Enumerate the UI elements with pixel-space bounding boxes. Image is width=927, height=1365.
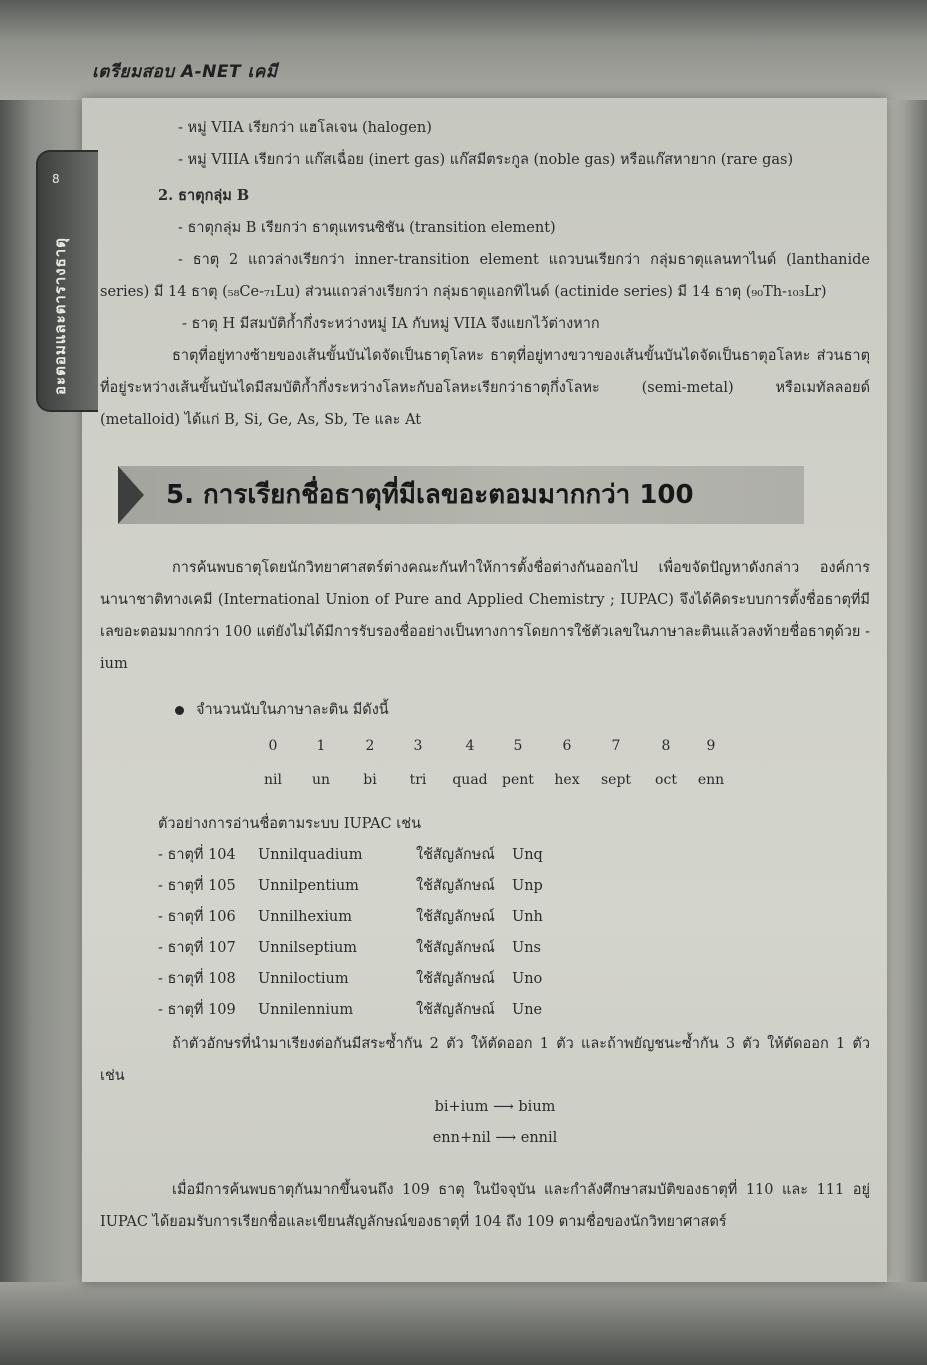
element-name: Unnilpentium [258,878,359,894]
background-top [0,0,927,100]
element-symbol: Unp [512,878,543,894]
background-bottom [0,1282,927,1365]
section-heading-bar [118,466,804,524]
examples-list [100,840,870,1026]
element-symbol: Uns [512,940,541,956]
latin-root: oct [655,772,677,788]
example-row [100,871,870,902]
element-name: Unnilseptium [258,940,358,956]
group-b-heading: 2. ธาตุกลุ่ม B [158,187,250,204]
symbol-label: ใช้สัญลักษณ์ [416,909,495,925]
latin-root: bi [363,772,377,788]
latin-digit: 1 [316,738,326,754]
element-name: Unnilennium [258,1002,354,1018]
example-row [100,964,870,995]
example-label: - ธาตุที่ 109 [158,1002,236,1018]
latin-root: hex [554,772,580,788]
page-content [100,112,870,1238]
latin-root: quad [452,772,488,788]
symbol-label: ใช้สัญลักษณ์ [416,1002,495,1018]
section-arrow-icon [118,466,144,524]
rule-paragraph: ถ้าตัวอักษรที่นำมาเรียงต่อกันมีสระซ้ำกัน 2 ตัว ให้ตัดออก 1 ตัว และถ้าพยัญชนะซ้ำกัน 3 ตัว ให้ตัดออก 1 ตัว เช่น [100,1036,870,1084]
example-row [100,840,870,871]
latin-digit: 5 [513,738,523,754]
latin-root: un [311,772,331,788]
element-symbol: Uno [512,971,543,987]
examples-heading: ตัวอย่างการอ่านชื่อตามระบบ IUPAC เช่น [158,816,421,832]
latin-digit: 2 [365,738,375,754]
example-label: - ธาตุที่ 107 [158,940,236,956]
latin-bullet-text: จำนวนนับในภาษาละติน มีดังนี้ [196,702,389,718]
latin-digit: 7 [611,738,621,754]
latin-root: pent [502,772,534,788]
background-right [882,100,927,1365]
section-title: 5. การเรียกชื่อธาตุที่มีเลขอะตอมมากกว่า 100 [166,480,694,510]
latin-number-table [100,730,870,802]
chapter-label: อะตอมและตารางธาตุ [51,237,69,395]
latin-digit: 8 [661,738,671,754]
metal-paragraph: ธาตุที่อยู่ทางซ้ายของเส้นขั้นบันไดจัดเป็นธาตุโลหะ ธาตุที่อยู่ทางขวาของเส้นขั้นบันไดจัดเป็นธาตุอโลหะ ส่วนธาตุที่อยู่ระหว่างเส้นขั้นบันไดมีสมบัติก้ำกึ่งระหว่างโลหะกับอโลหะเรียกว่าธาตุกึ่งโลหะ (semi-metal) หรือเมทัลลอยด์ (metalloid) ได้แก่ B, Si, Ge, As, Sb, Te และ At [100,348,870,428]
latin-root: tri [409,772,427,788]
group-a-line: - หมู่ VIIA เรียกว่า แฮโลเจน (halogen) [178,120,432,136]
example-row [100,933,870,964]
intro-paragraph: การค้นพบธาตุโดยนักวิทยาศาสตร์ต่างคณะกันทำให้การตั้งชื่อต่างกันออกไป เพื่อขจัดปัญหาดังกล่าว องค์การนานาชาติทางเคมี (International Union of Pure and Applied Chemistry ; IUPAC) จึงได้คิดระบบการตั้งชื่อธาตุที่มีเลขอะตอมมากกว่า 100 แต่ยังไม่ได้มีการรับรองชื่ออย่างเป็นทางการโดยการใช้ตัวเลขในภาษาละตินแล้วลงท้ายชื่อธาตุด้วย -ium [100,560,870,672]
group-b-line: - ธาตุ H มีสมบัติก้ำกึ่งระหว่างหมู่ IA กับหมู่ VIIA จึงแยกไว้ต่างหาก [182,316,600,332]
element-name: Unnilquadium [258,847,363,863]
element-name: Unnilhexium [258,909,352,925]
symbol-label: ใช้สัญลักษณ์ [416,940,495,956]
page-number: 8 [52,172,60,186]
symbol-label: ใช้สัญลักษณ์ [416,878,495,894]
example-row [100,995,870,1026]
latin-bullet [100,694,870,726]
element-name: Unniloctium [258,971,349,987]
bullet-icon [175,706,184,715]
latin-root: sept [600,772,632,788]
element-symbol: Unq [512,847,543,863]
example-label: - ธาตุที่ 104 [158,847,236,863]
latin-digit: 6 [562,738,572,754]
symbol-label: ใช้สัญลักษณ์ [416,847,495,863]
example-label: - ธาตุที่ 105 [158,878,236,894]
final-paragraph: เมื่อมีการค้นพบธาตุกันมากขึ้นจนถึง 109 ธาตุ ในปัจจุบัน และกำลังศึกษาสมบัติของธาตุที่ 110 และ 111 อยู่ IUPAC ได้ยอมรับการเรียกชื่อและเขียนสัญลักษณ์ของธาตุที่ 104 ถึง 109 ตามชื่อของนักวิทยาศาสตร์ [100,1182,870,1230]
latin-digit: 3 [413,738,423,754]
latin-digit: 0 [268,738,278,754]
example-row [100,902,870,933]
group-b-line: - ธาตุกลุ่ม B เรียกว่า ธาตุแทรนซิชัน (transition element) [178,220,556,236]
symbol-label: ใช้สัญลักษณ์ [416,971,495,987]
element-symbol: Une [512,1002,543,1018]
example-label: - ธาตุที่ 106 [158,909,236,925]
formula: bi+ium ⟶ bium [434,1099,556,1115]
latin-digit: 9 [706,738,716,754]
group-a-line: - หมู่ VIIIA เรียกว่า แก๊สเฉื่อย (inert gas) แก๊สมีตระกูล (noble gas) หรือแก๊สหายาก (rare gas) [178,152,794,168]
running-header: เตรียมสอบ A-NET เคมี [92,62,278,82]
latin-root: enn [697,772,725,788]
element-symbol: Unh [512,909,543,925]
group-b-line: - ธาตุ 2 แถวล่างเรียกว่า inner-transition element แถวบนเรียกว่า กลุ่มธาตุแลนทาไนด์ (lanthanide series) มี 14 ธาตุ (₅₈Ce-₇₁Lu) ส่วนแถวล่างเรียกว่า กลุ่มธาตุแอกทิไนด์ (actinide series) มี 14 ธาตุ (₉₀Th-₁₀₃Lr) [100,252,870,300]
formula: enn+nil ⟶ ennil [432,1130,558,1146]
example-label: - ธาตุที่ 108 [158,971,236,987]
latin-digit: 4 [465,738,475,754]
latin-root: nil [264,772,282,788]
